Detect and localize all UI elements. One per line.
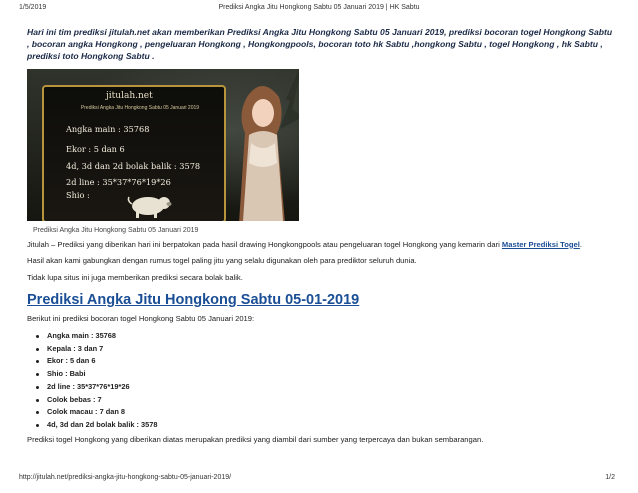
list-item — [47, 330, 615, 343]
paragraph-bolak-balik: Tidak lupa situs ini juga memberikan prediksi secara bolak balik. — [27, 272, 243, 282]
list-item — [47, 419, 615, 432]
list-item-text: Angka main : 35768 — [47, 331, 117, 341]
paragraph-intro-source — [27, 240, 615, 251]
image-caption: Prediksi Angka Jitu Hongkong Sabtu 05 Januari 2019 — [33, 226, 199, 234]
banner-line: Angka main : 35768 — [66, 123, 150, 134]
banner-line: Ekor : 5 dan 6 — [66, 143, 125, 154]
paragraph-end: . — [579, 239, 582, 249]
print-page-title: Prediksi Angka Jitu Hongkong Sabtu 05 Januari 2019 | HK Sabtu — [218, 4, 420, 11]
list-item — [47, 343, 615, 356]
paragraph-formula: Hasil akan kami gabungkan dengan rumus togel paling jitu yang selalu digunakan oleh para prediktor seluruh dunia. — [27, 256, 417, 266]
print-header — [0, 4, 638, 16]
paragraph-text: Jitulah – Prediksi yang diberikan hari ini berpatokan pada hasil drawing Hongkongpools atau pengeluaran togel Hongkong yang kemarin dari — [27, 239, 502, 249]
prediction-list — [27, 330, 615, 432]
bullet-icon — [36, 424, 39, 427]
bullet-icon — [36, 373, 39, 376]
list-item — [47, 406, 615, 419]
pig-icon — [122, 190, 176, 220]
list-item-text: Colok bebas : 7 — [47, 394, 102, 404]
bullet-icon — [36, 386, 39, 389]
article — [27, 26, 615, 444]
list-item — [47, 368, 615, 381]
banner-site-name: jitulah.net — [106, 90, 153, 101]
banner-line: Shio : — [66, 189, 90, 200]
banner-line: 2d line : 35*37*76*19*26 — [66, 176, 171, 187]
print-url: http://jitulah.net/prediksi-angka-jitu-hongkong-sabtu-05-januari-2019/ — [19, 474, 232, 481]
bullet-icon — [36, 348, 39, 351]
list-item-text: Kepala : 3 dan 7 — [47, 343, 104, 353]
list-item-text: Ekor : 5 dan 6 — [47, 356, 96, 366]
intro-paragraph: Hari ini tim prediksi jitulah.net akan memberikan Prediksi Angka Jitu Hongkong Sabtu 05 Januari 2019, prediksi bocoran togel Hongkong Sabtu , bocoran angka Hongkong , pengeluaran Hongkong , Hongkongpools, bocoran toto hk Sabtu ,hongkong Sabtu , togel Hongkong , hk Sabtu , prediksi toto Hongkong Sabtu . — [27, 27, 613, 62]
master-prediksi-togel-link[interactable]: Master Prediksi Togel — [501, 239, 580, 249]
list-item-text: Shio : Babi — [47, 369, 86, 379]
list-item — [47, 355, 615, 368]
prediction-subheading: Berikut ini prediksi bocoran togel Hongkong Sabtu 05 Januari 2019: — [27, 314, 255, 324]
bullet-icon — [36, 335, 39, 338]
list-item — [47, 394, 615, 407]
list-item-text: 2d line : 35*37*76*19*26 — [47, 381, 130, 391]
prediction-heading[interactable]: Prediksi Angka Jitu Hongkong Sabtu 05-01-2019 — [27, 292, 360, 309]
banner-line: 4d, 3d dan 2d bolak balik : 3578 — [66, 160, 201, 171]
list-item-text: Colok macau : 7 dan 8 — [47, 407, 126, 417]
prediction-banner-image — [27, 69, 299, 221]
banner-plate-title: Prediksi Angka Jitu Hongkong Sabtu 05 Januari 2019 — [80, 104, 200, 111]
bullet-icon — [36, 360, 39, 363]
list-item-text: 4d, 3d dan 2d bolak balik : 3578 — [47, 419, 158, 429]
bullet-icon — [36, 411, 39, 414]
list-item — [47, 381, 615, 394]
print-date: 1/5/2019 — [19, 4, 47, 11]
bullet-icon — [36, 399, 39, 402]
print-page-number: 1/2 — [605, 474, 615, 481]
prediction-plate — [42, 85, 226, 221]
print-footer — [0, 474, 638, 486]
closing-paragraph: Prediksi togel Hongkong yang diberikan diatas merupakan prediksi yang diambil dari sumber yang terpercaya dan bukan sembarangan. — [27, 434, 484, 444]
model-figure — [227, 77, 297, 221]
